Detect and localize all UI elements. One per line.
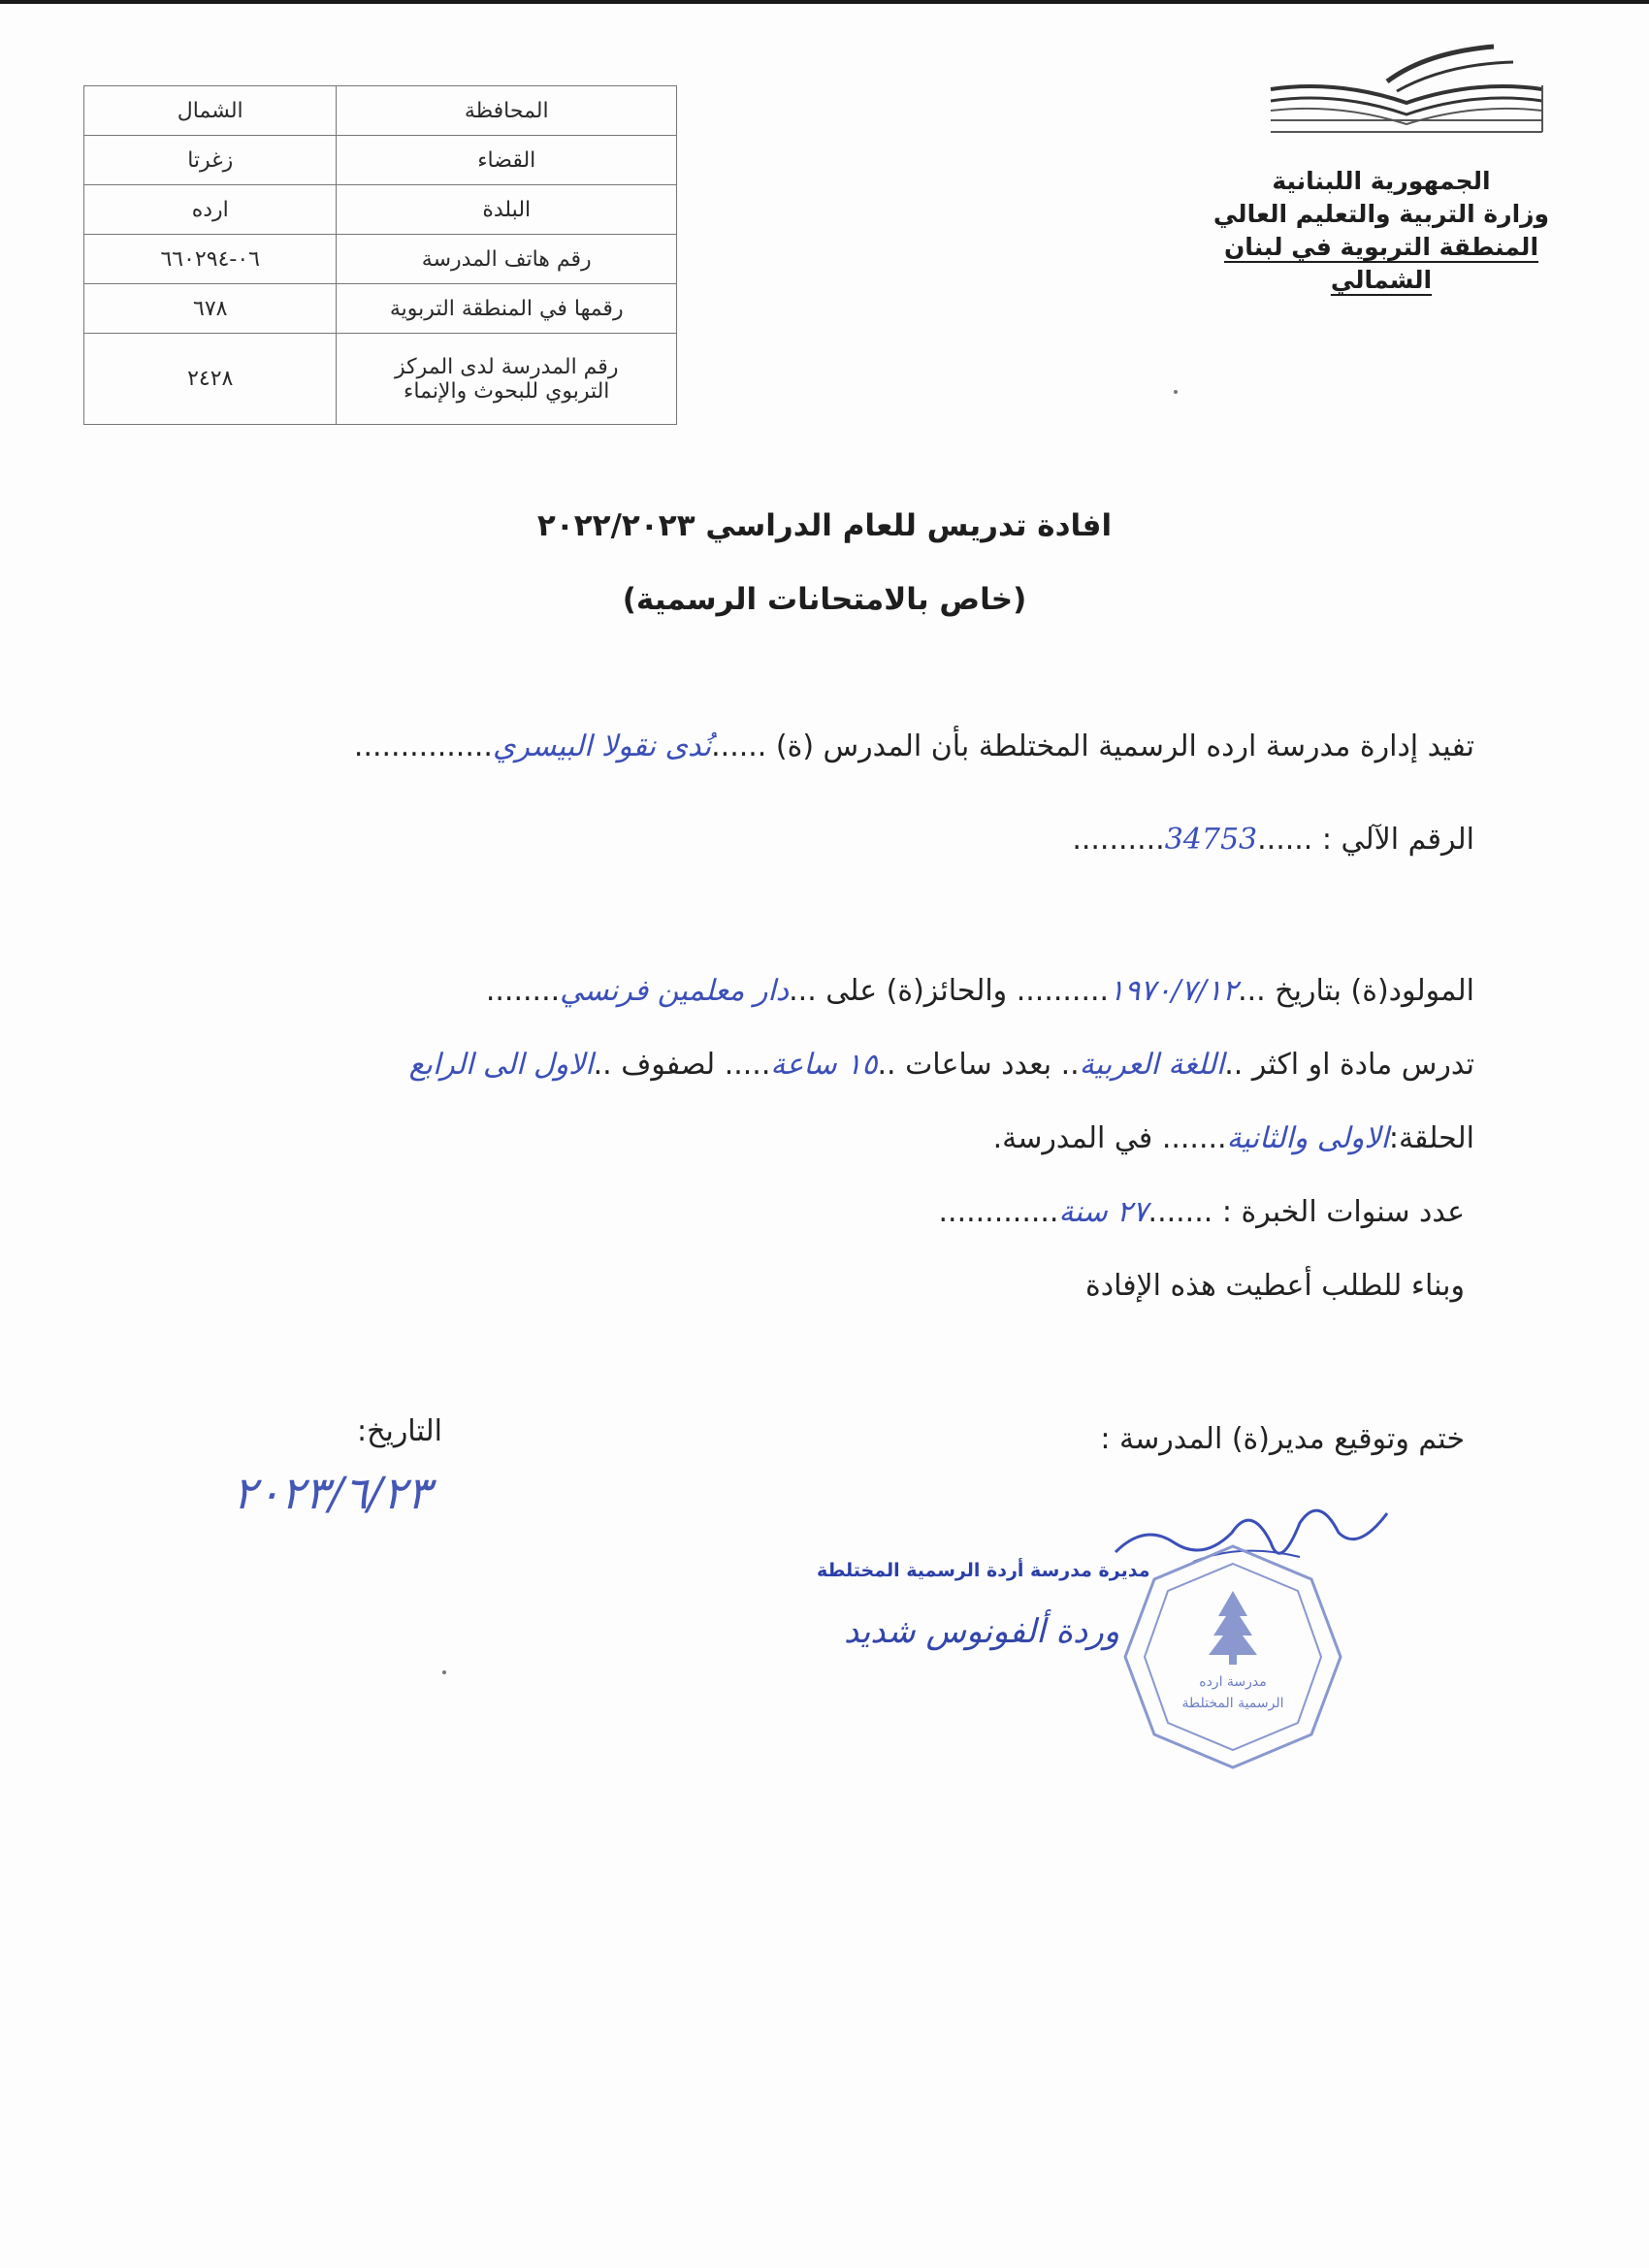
static-text: تدرس مادة او اكثر <box>1251 1048 1474 1082</box>
cell-label: المحافظة <box>337 86 677 136</box>
body-line-closing: وبناء للطلب أعطيت هذه الإفادة <box>1085 1269 1465 1303</box>
cell-label <box>337 334 677 425</box>
cell-label: رقمها في المنطقة التربوية <box>337 284 677 334</box>
handwritten-date-issued: ٢٠٢٣/٦/٢٣ <box>233 1467 431 1519</box>
handwritten-experience: ٢٧ سنة <box>1058 1195 1148 1229</box>
signature-label: ختم وتوقيع مدير(ة) المدرسة : <box>1100 1422 1465 1456</box>
table-row <box>84 284 677 334</box>
cell-value: ٠٦-٦٦٠٢٩٤ <box>84 235 337 284</box>
handwritten-hours: ١٥ ساعة <box>770 1048 878 1082</box>
static-text: الرقم الآلي : <box>1321 823 1474 857</box>
static-text: الحلقة: <box>1388 1121 1474 1155</box>
cell-label: البلدة <box>337 185 677 235</box>
body-line-subject: تدرس مادة او اكثر ..اللغة العربية.. بعدد ساعات ..١٥ ساعة..... لصفوف ..الاول الى الرابع <box>408 1048 1474 1082</box>
handwritten-subject: اللغة العربية <box>1079 1048 1225 1082</box>
handwritten-degree: دار معلمين فرنسي <box>560 974 790 1008</box>
scan-speck <box>442 1670 446 1674</box>
cell-value: زغرتا <box>84 136 337 185</box>
school-info-table <box>83 85 677 425</box>
header-line: المنطقة التربوية في لبنان الشمالي <box>1223 233 1539 294</box>
stamp-principal-name: وردة ألفونوس شديد <box>844 1612 1120 1651</box>
document-subtitle: (خاص بالامتحانات الرسمية) <box>622 582 1027 617</box>
body-line-birth: المولود(ة) بتاريخ ...١٩٧٠/٧/١٢.......... والحائز(ة) على ...دار معلمين فرنسي........ <box>485 974 1474 1008</box>
static-text: عدد سنوات الخبرة : <box>1221 1195 1465 1229</box>
date-label: التاريخ: <box>357 1414 442 1448</box>
table-row <box>84 185 677 235</box>
cell-label-line: التربوي للبحوث والإنماء <box>404 378 610 404</box>
scan-edge-line <box>0 0 1649 4</box>
table-row <box>84 235 677 284</box>
body-line-cycle: الحلقة:الاولى والثانية....... في المدرسة. <box>992 1121 1474 1155</box>
cell-value: الشمال <box>84 86 337 136</box>
seal-text: الرسمية المختلطة <box>1181 1696 1284 1711</box>
stamp-title: مديرة مدرسة أردة الرسمية المختلطة <box>817 1560 1150 1581</box>
static-text: بعدد ساعات <box>905 1048 1052 1082</box>
handwritten-grades: الاول الى الرابع <box>408 1048 594 1082</box>
school-seal-icon <box>1121 1540 1344 1773</box>
document-title: افادة تدريس للعام الدراسي ٢٠٢٢/٢٠٢٣ <box>536 508 1113 543</box>
body-line-teacher: تفيد إدارة مدرسة ارده الرسمية المختلطة بأن المدرس (ة) ......نُدى نقولا البيسري............... <box>353 729 1474 763</box>
static-text: في المدرسة. <box>992 1121 1153 1155</box>
ministry-header <box>1187 165 1575 297</box>
open-book-logo-icon <box>1251 43 1562 149</box>
static-text: والحائز(ة) على <box>825 974 1008 1008</box>
header-line: وزارة التربية والتعليم العالي <box>1212 200 1550 228</box>
scan-speck <box>1174 390 1178 394</box>
cell-label: القضاء <box>337 136 677 185</box>
table-row <box>84 334 677 425</box>
cell-value: ارده <box>84 185 337 235</box>
cell-label: رقم هاتف المدرسة <box>337 235 677 284</box>
cell-label-line: رقم المدرسة لدى المركز <box>395 354 619 379</box>
cell-value: ٦٧٨ <box>84 284 337 334</box>
static-text: المولود(ة) بتاريخ <box>1275 974 1474 1008</box>
body-line-experience: عدد سنوات الخبرة : .......٢٧ سنة............. <box>938 1195 1465 1229</box>
handwritten-date: ١٩٧٠/٧/١٢ <box>1109 974 1239 1008</box>
table-row <box>84 136 677 185</box>
static-text: تفيد إدارة مدرسة ارده الرسمية المختلطة بأن المدرس (ة) <box>775 729 1474 763</box>
header-line: الجمهورية اللبنانية <box>1272 167 1491 195</box>
handwritten-number: 34753 <box>1164 823 1258 857</box>
handwritten-cycle: الاولى والثانية <box>1226 1121 1389 1155</box>
seal-text: مدرسة ارده <box>1199 1674 1267 1690</box>
body-line-auto-number: الرقم الآلي : ......34753.......... <box>1072 823 1474 857</box>
cell-value: ٢٤٢٨ <box>84 334 337 425</box>
table-row <box>84 86 677 136</box>
handwritten-name: نُدى نقولا البيسري <box>492 729 712 763</box>
static-text: لصفوف <box>621 1048 716 1082</box>
